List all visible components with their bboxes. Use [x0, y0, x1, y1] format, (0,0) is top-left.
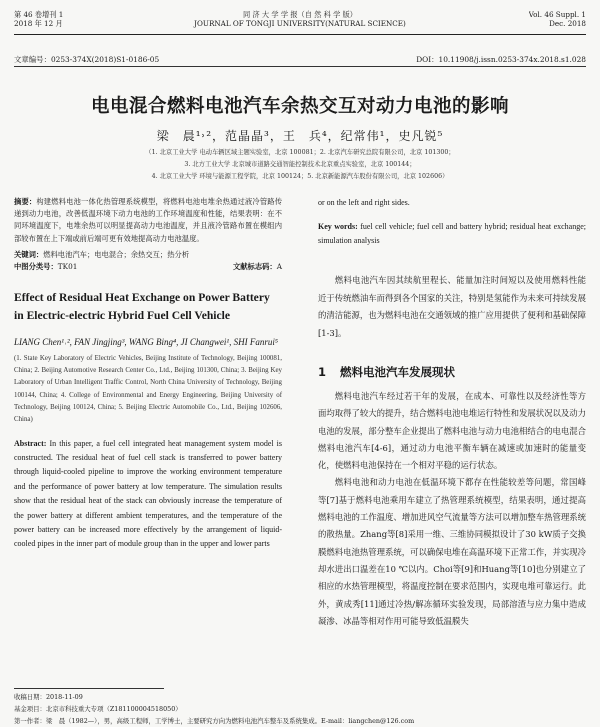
doi-link[interactable]: DOI：10.11908/j.issn.0253-374x.2018.s1.028: [416, 55, 586, 64]
issue-info-en: [529, 10, 586, 28]
author-list: 梁 晨¹˒²，范晶晶³，王 兵⁴，纪常伟¹，史凡锐⁵: [156, 129, 444, 143]
english-abstract-continuation: or on the left and right sides.: [318, 198, 410, 207]
keywords-cn-text: 燃料电池汽车；电电混合；余热交互；热分析: [43, 249, 190, 259]
affiliation-line: （1. 北京工业大学 电动车辆区域主题实验室，北京 100081；2. 北京汽车研究总院有限公司，北京 101300；: [145, 149, 455, 156]
left-column: [14, 196, 282, 552]
abstract-cn: [14, 196, 282, 245]
volume-label: 第 46 卷增刊 1: [14, 10, 64, 19]
section-title: 燃料电池汽车发展现状: [340, 365, 455, 379]
journal-header: [14, 4, 586, 40]
english-abstract-label: Abstract:: [14, 438, 47, 448]
document-code-value: A: [276, 261, 282, 271]
footnote: [14, 688, 586, 727]
affiliation-line: 4. 北京工业大学 环境与能源工程学院，北京 100124；5. 北京新能源汽车股份有限公司，北京 102606）: [151, 173, 449, 180]
clc-code: [14, 261, 77, 273]
keywords-en: [318, 220, 586, 248]
body-paragraph: 燃料电池和动力电池在低温环境下都存在性能较差等问题，常国峰等[7]基于燃料电池乘用车建立了热管理系统模型，结果表明，通过提高燃料电池的工作温度、增加进风空气流量等方法可以增加整车热管理系统的散热量。Zhang等[8]采用一维、三维协同模拟设计了30 kW质子交换膜燃料电池热管理系统，可以确保电堆在高温环境下正常工作，并实现冷却水进出口温差在10 ℃以内。Choi等[9]和Huang等[10]也分别建立了相应的水热管理模型，将温度控制在要求范围内，实现电堆可靠运行。此外，黄成秀[11]通过冷热/解冻循环实验发现，局部溶渣与应力集中造成凝渗、冰晶等相对作用可能导致低温膜失: [318, 477, 586, 626]
affiliation-line: 3. 北方工业大学 北京城市道路交通智能控制技术北京重点实验室，北京 100144；: [184, 161, 416, 168]
article-number: 文章编号：0253-374X(2018)S1-0186-05: [14, 55, 160, 64]
journal-name-cn: 同 济 大 学 学 报（自 然 科 学 版）: [242, 10, 357, 19]
volume-label-en: Vol. 46 Suppl. 1: [528, 10, 586, 19]
english-authors: LIANG Chen¹˒², FAN Jingjing³, WANG Bing⁴, JI Changwei¹, SHI Fanrui⁵: [14, 336, 278, 347]
date-label-en: Dec. 2018: [549, 19, 586, 28]
body-paragraph: 燃料电池汽车经过若干年的发展，在成本、可靠性以及经济性等方面均取得了较大的提升，结合燃料电池电堆运行特性和发展状况以及动力电池的发展，部分整车企业提出了燃料电池与动力电池相结合的电电混合燃料电池汽车[4-6]，通过动力电池平衡车辆在减速或加速时的能量变化，使燃料电池保持在一个相对平稳的运行状态。: [318, 391, 586, 471]
english-abstract: [14, 437, 282, 552]
keywords-en-label: Key words:: [318, 222, 358, 231]
section-heading: [318, 364, 586, 380]
keywords-cn: [14, 249, 282, 261]
clc-label: 中图分类号：: [14, 261, 58, 271]
journal-name: [14, 10, 586, 28]
section-number: 1: [318, 365, 327, 379]
header-rule: [14, 34, 586, 35]
meta-rule: [14, 66, 586, 67]
footnote-rule: [14, 688, 164, 689]
received-date: 收稿日期：2018-11-09: [14, 693, 83, 701]
date-label: 2018 年 12 月: [14, 19, 63, 28]
keywords-cn-label: 关键词：: [14, 249, 44, 259]
keywords-en-text: fuel cell vehicle; fuel cell and battery hybrid; residual heat exchange; simulation analysis: [318, 222, 586, 245]
english-title: Effect of Residual Heat Exchange on Power Battery in Electric-electric Hybrid Fuel Cell Vehicle: [14, 290, 270, 322]
clc-value: TK01: [57, 261, 78, 271]
abstract-cn-text: 构建燃料电池一体化热管理系统模型，将燃料电池电堆余热通过液冷管路传递到动力电池，改善低温环境下动力电池的工作环境温度和性能，结果表明：在不同环境温度下，电堆余热可以明显提高动力电池温度，并且液冷管路布置在模组内部较布置在上下端或前后端可更有效地提高动力电池温度。: [14, 197, 283, 243]
right-column: [318, 196, 586, 630]
article-meta: [14, 54, 586, 65]
document-code: [233, 261, 282, 273]
journal-name-en: JOURNAL OF TONGJI UNIVERSITY(NATURAL SCIENCE): [194, 19, 406, 28]
abstract-cn-label: 摘要：: [14, 197, 37, 206]
english-affiliations: (1. State Key Laboratory of Electric Vehicles, Beijing Institute of Technology, Beijing 100081, China; 2. Beijing Automotive Research Center Co., Ltd., Beijing 101300, China; 3. Beijing Key Laboratory of Urban Intelligent Traffic Control, North China University of Technology, Beijing 100144, China; 4. College of Environmental and Energy Engineering, Beijing University of Technology, Beijing 100124, China; 5. Beijing Electric Automobile Co., Ltd., Beijing 102606, China): [14, 354, 282, 424]
paper-title: 电电混合燃料电池汽车余热交互对动力电池的影响: [90, 96, 509, 117]
affiliation-list: [40, 147, 560, 183]
document-code-label: 文献标志码：: [232, 261, 277, 271]
classification-row: [14, 261, 282, 273]
introduction-paragraph: 燃料电池汽车因其续航里程长、能量加注时间短以及使用燃料性能近于传统燃油车而得到各个国家的关注，特别是氢能作为未来可持续发展的清洁能源，也为燃料电池在交通领域的推广应用提供了便利和基础保障[1-3]。: [318, 275, 586, 338]
fund-info: 基金项目：北京市科技重大专项（Z181100004518050）: [14, 705, 182, 713]
english-abstract-text: In this paper, a fuel cell integrated heat management system model is constructed. The residual heat of fuel cell stack is transferred to power battery through liquid-cooled pipeline to improve the working environment temperature and the performance of power battery at low temperature. The simulation results show that the residual heat of the stack can obviously increase the temperature of the power battery at different ambient temperatures, and the temperature of the power battery can be increased more effectively by the arrangement of liquid-cooled pipes in the inner part of module group than in the upper and lower parts: [14, 438, 283, 549]
author-bio: 第一作者：梁 晨（1982—），男，高级工程师，工学博士，主要研究方向为燃料电池汽车整车及系统集成。E-mail：liangchen@126.com: [14, 717, 415, 725]
